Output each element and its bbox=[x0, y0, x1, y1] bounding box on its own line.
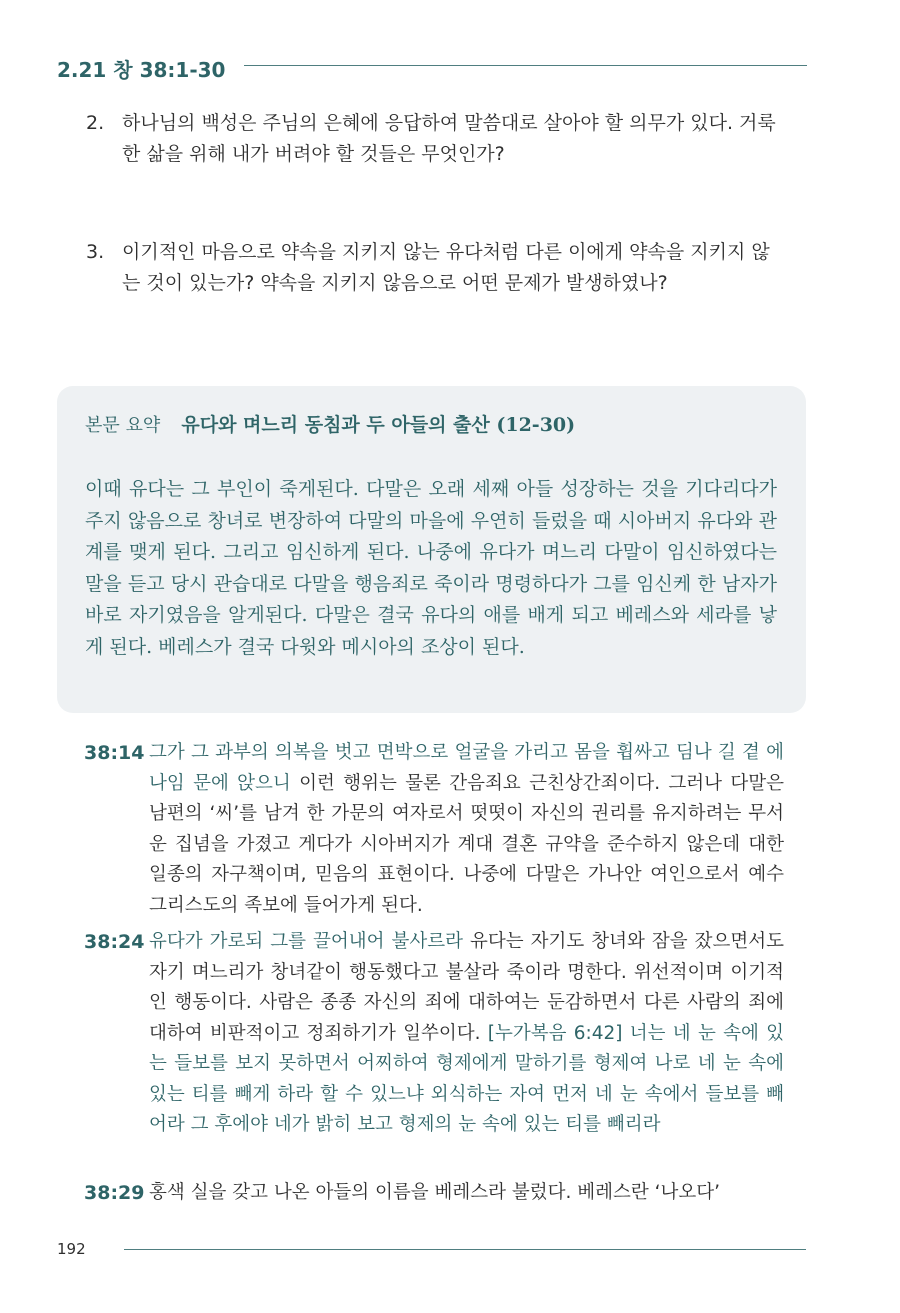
question-text: 이기적인 마음으로 약속을 지키지 않는 유다처럼 다른 이에게 약속을 지키지 않는 것이 있는가? 약속을 지키지 않음으로 어떤 문제가 발생하였나? bbox=[122, 241, 770, 294]
verse-note-text bbox=[149, 927, 784, 1141]
verse-reference: 38:24 bbox=[84, 931, 145, 953]
section-title: 2.21 창 38:1-30 bbox=[57, 58, 226, 82]
summary-title: 유다와 며느리 동침과 두 아들의 출산 (12-30) bbox=[181, 414, 576, 436]
verse-quote: 유다가 가로되 그를 끌어내어 불사르라 bbox=[149, 931, 463, 952]
verse-note-text bbox=[149, 1178, 784, 1209]
verse-reference: 38:14 bbox=[84, 742, 145, 764]
footer-divider bbox=[124, 1249, 806, 1250]
summary-label: 본문 요약 bbox=[85, 415, 161, 436]
commentary-text: 홍색 실을 갖고 나온 아들의 이름을 베레스라 불렀다. 베레스란 ‘나오다’ bbox=[149, 1182, 720, 1203]
question-text: 하나님의 백성은 주님의 은혜에 응답하여 말씀대로 살아야 할 의무가 있다. 거룩한 삶을 위해 내가 버려야 할 것들은 무엇인가? bbox=[122, 112, 776, 165]
commentary-text: 이런 행위는 물론 간음죄요 근친상간죄이다. 그러나 다말은 남편의 ‘씨’를 남겨 한 가문의 여자로서 떳떳이 자신의 권리를 유지하려는 무서운 집념을 가졌고 게다가 시아버지가 계대 결혼 규약을 준수하지 않은데 대한 일종의 자구책이며, 믿음의 표현이다. 나중에 다말은 가나안 여인으로서 예수 그리스도의 족보에 들어가게 된다. bbox=[149, 772, 785, 916]
verse-quote: 그가 그 과부의 의복을 벗고 면박으로 얼굴을 가리고 몸을 휩싸고 딤나 길 곁 에나임 문에 앉으니 bbox=[149, 742, 784, 794]
question-item bbox=[86, 108, 786, 170]
header-divider bbox=[244, 65, 807, 66]
question-number: 3. bbox=[86, 241, 105, 263]
verse-note bbox=[84, 738, 784, 921]
page-number: 192 bbox=[57, 1240, 86, 1258]
question-number: 2. bbox=[86, 112, 105, 134]
verse-note bbox=[84, 927, 784, 1141]
verse-note-text bbox=[149, 738, 784, 921]
summary-box bbox=[57, 386, 806, 713]
page-header bbox=[57, 52, 807, 84]
summary-body: 이때 유다는 그 부인이 죽게된다. 다말은 오래 세째 아들 성장하는 것을 기다리다가 주지 않음으로 창녀로 변장하여 다말의 마을에 우연히 들렀을 때 시아버지 유다와 관계를 맺게 된다. 그리고 임신하게 된다. 나중에 유다가 며느리 다말이 임신하였다는 말을 듣고 당시 관습대로 다말을 행음죄로 죽이라 명령하다가 그를 임신케 한 남자가 바로 자기였음을 알게된다. 다말은 결국 유다의 애를 배게 되고 베레스와 세라를 낳게 된다. 베레스가 결국 다윗와 메시아의 조상이 된다. bbox=[85, 478, 777, 658]
summary-heading bbox=[85, 410, 575, 437]
verse-note bbox=[84, 1178, 784, 1209]
verse-reference: 38:29 bbox=[84, 1182, 145, 1204]
question-item bbox=[86, 237, 786, 299]
cross-reference-quote: [누가복음 6:42] 너는 네 눈 속에 있는 들보를 보지 못하면서 어찌하여 형제에게 말하기를 형제여 나로 네 눈 속에 있는 티를 빼게 하라 할 수 있느냐 외식하는 자여 먼저 네 눈 속에서 들보를 빼어라 그 후에야 네가 밝히 보고 형제의 눈 속에 있는 티를 빼리라 bbox=[149, 1022, 784, 1135]
commentary-text: 유다는 자기도 창녀와 잠을 잤으면서도 자기 며느리가 창녀같이 행동했다고 불살라 죽이라 명한다. 위선적이며 이기적인 행동이다. 사람은 종종 자신의 죄에 대하여는 둔감하면서 다른 사람의 죄에 대하여 비판적이고 정죄하기가 일쑤이다. bbox=[149, 931, 785, 1044]
